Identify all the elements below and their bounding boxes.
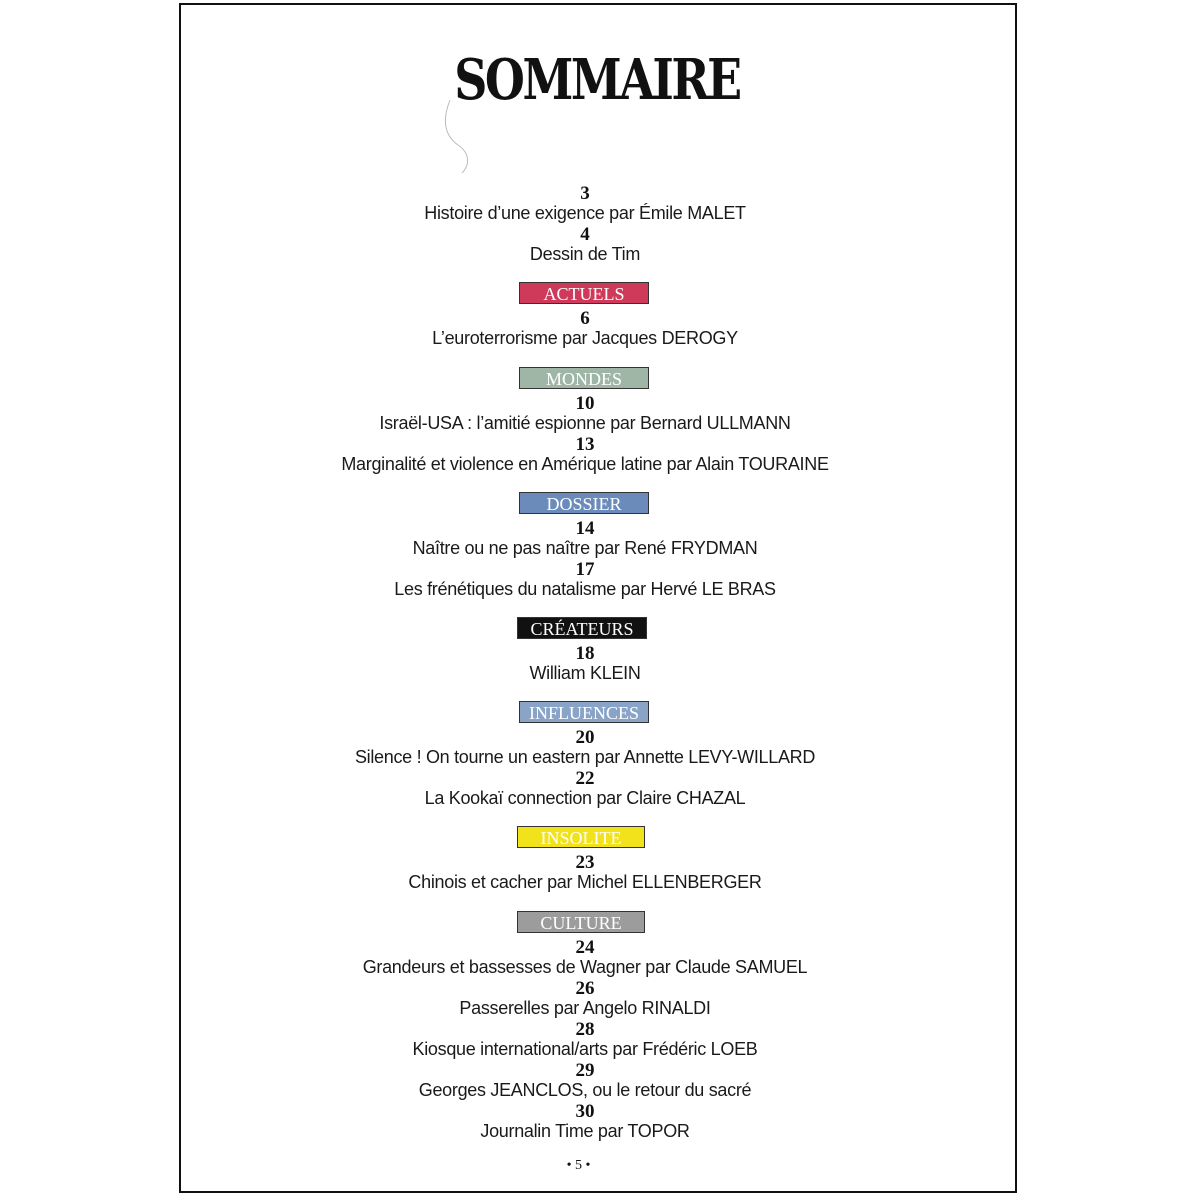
- section-label-dossier: DOSSIER: [519, 492, 649, 514]
- entry-page-number: 14: [575, 518, 595, 539]
- section-label-actuels: ACTUELS: [519, 282, 649, 304]
- entry-article-title: L’euroterrorisme par Jacques DEROGY: [432, 328, 738, 348]
- section-label-culture: CULTURE: [517, 911, 645, 933]
- section-label-mondes: MONDES: [519, 367, 649, 389]
- entry-article-title: William KLEIN: [529, 663, 641, 683]
- entry-page-number: 6: [580, 308, 590, 329]
- entry-article-title: Chinois et cacher par Michel ELLENBERGER: [408, 872, 762, 892]
- page-number: • 5 •: [566, 1158, 591, 1173]
- entry-page-number: 4: [580, 224, 590, 245]
- entry-article-title: La Kookaï connection par Claire CHAZAL: [424, 788, 746, 808]
- entry-article-title: Marginalité et violence en Amérique latine par Alain TOURAINE: [341, 454, 829, 474]
- entry-article-title: Journalin Time par TOPOR: [480, 1121, 690, 1141]
- entry-page-number: 22: [575, 768, 595, 789]
- entry-page-number: 23: [575, 852, 595, 873]
- section-label-influences: INFLUENCES: [519, 701, 649, 723]
- entry-article-title: Passerelles par Angelo RINALDI: [459, 998, 711, 1018]
- entry-page-number: 30: [575, 1101, 595, 1122]
- entry-page-number: 24: [575, 937, 595, 958]
- entry-page-number: 13: [575, 434, 595, 455]
- entry-article-title: Kiosque international/arts par Frédéric LOEB: [412, 1039, 758, 1059]
- entry-page-number: 18: [575, 643, 595, 664]
- section-label-créateurs: CRÉATEURS: [517, 617, 647, 639]
- entry-page-number: 3: [580, 183, 590, 204]
- entry-article-title: Histoire d’une exigence par Émile MALET: [424, 203, 746, 223]
- entry-page-number: 20: [575, 727, 595, 748]
- entry-article-title: Silence ! On tourne un eastern par Annette LEVY-WILLARD: [354, 747, 816, 767]
- section-label-insolite: INSOLITE: [517, 826, 645, 848]
- entry-article-title: Naître ou ne pas naître par René FRYDMAN: [412, 538, 758, 558]
- entry-article-title: Grandeurs et bassesses de Wagner par Claude SAMUEL: [362, 957, 808, 977]
- entry-article-title: Georges JEANCLOS, ou le retour du sacré: [418, 1080, 752, 1100]
- entry-article-title: Dessin de Tim: [529, 244, 641, 264]
- entry-article-title: Israël-USA : l’amitié espionne par Bernard ULLMANN: [379, 413, 791, 433]
- entry-page-number: 10: [575, 393, 595, 414]
- entry-page-number: 17: [575, 559, 595, 580]
- page-title: SOMMAIRE: [454, 47, 740, 113]
- entry-article-title: Les frénétiques du natalisme par Hervé LE BRAS: [394, 579, 776, 599]
- entry-page-number: 28: [575, 1019, 595, 1040]
- entry-page-number: 26: [575, 978, 595, 999]
- entry-page-number: 29: [575, 1060, 595, 1081]
